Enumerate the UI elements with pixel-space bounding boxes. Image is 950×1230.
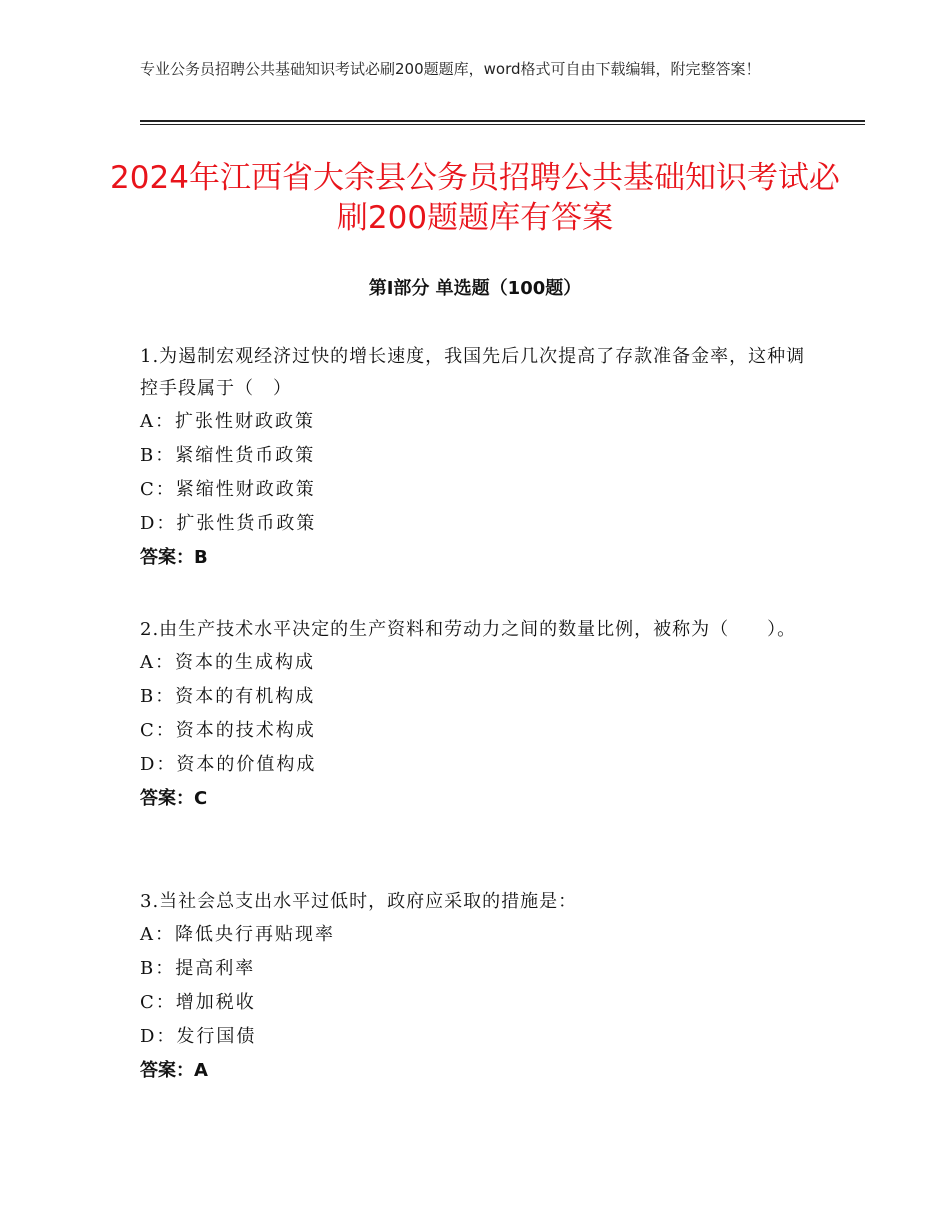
option-c: C：紧缩性财政政策 xyxy=(140,479,316,500)
question-stem: 2.由生产技术水平决定的生产资料和劳动力之间的数量比例，被称为（ ）。 xyxy=(140,619,797,640)
option-a: A：降低央行再贴现率 xyxy=(140,924,335,945)
question-item xyxy=(140,614,810,816)
answer: 答案：B xyxy=(140,547,208,568)
option-d: D：资本的价值构成 xyxy=(140,754,317,775)
question-item xyxy=(140,341,810,575)
option-a: A：扩张性财政政策 xyxy=(140,411,315,432)
question-stem: 3.当社会总支出水平过低时，政府应采取的措施是： xyxy=(140,891,578,912)
document-title: 2024年江西省大余县公务员招聘公共基础知识考试必刷200题题库有答案 xyxy=(110,160,840,236)
question-item xyxy=(140,886,810,1088)
answer: 答案：C xyxy=(140,788,208,809)
option-a: A：资本的生成构成 xyxy=(140,652,315,673)
answer: 答案：A xyxy=(140,1060,208,1081)
header-rule-thick xyxy=(140,120,865,122)
section-title: 第Ⅰ部分 单选题（100题） xyxy=(368,278,582,299)
option-b: B：资本的有机构成 xyxy=(140,686,316,707)
header-note: 专业公务员招聘公共基础知识考试必刷200题题库，word格式可自由下载编辑，附完整答案！ xyxy=(140,60,761,78)
header-rule-thin xyxy=(140,124,865,125)
option-c: C：资本的技术构成 xyxy=(140,720,316,741)
option-b: B：紧缩性货币政策 xyxy=(140,445,316,466)
option-c: C：增加税收 xyxy=(140,992,256,1013)
question-stem: 1.为遏制宏观经济过快的增长速度，我国先后几次提高了存款准备金率，这种调控手段属于（ ） xyxy=(140,346,806,399)
option-d: D：扩张性货币政策 xyxy=(140,513,317,534)
option-d: D：发行国债 xyxy=(140,1026,257,1047)
option-b: B：提高利率 xyxy=(140,958,256,979)
